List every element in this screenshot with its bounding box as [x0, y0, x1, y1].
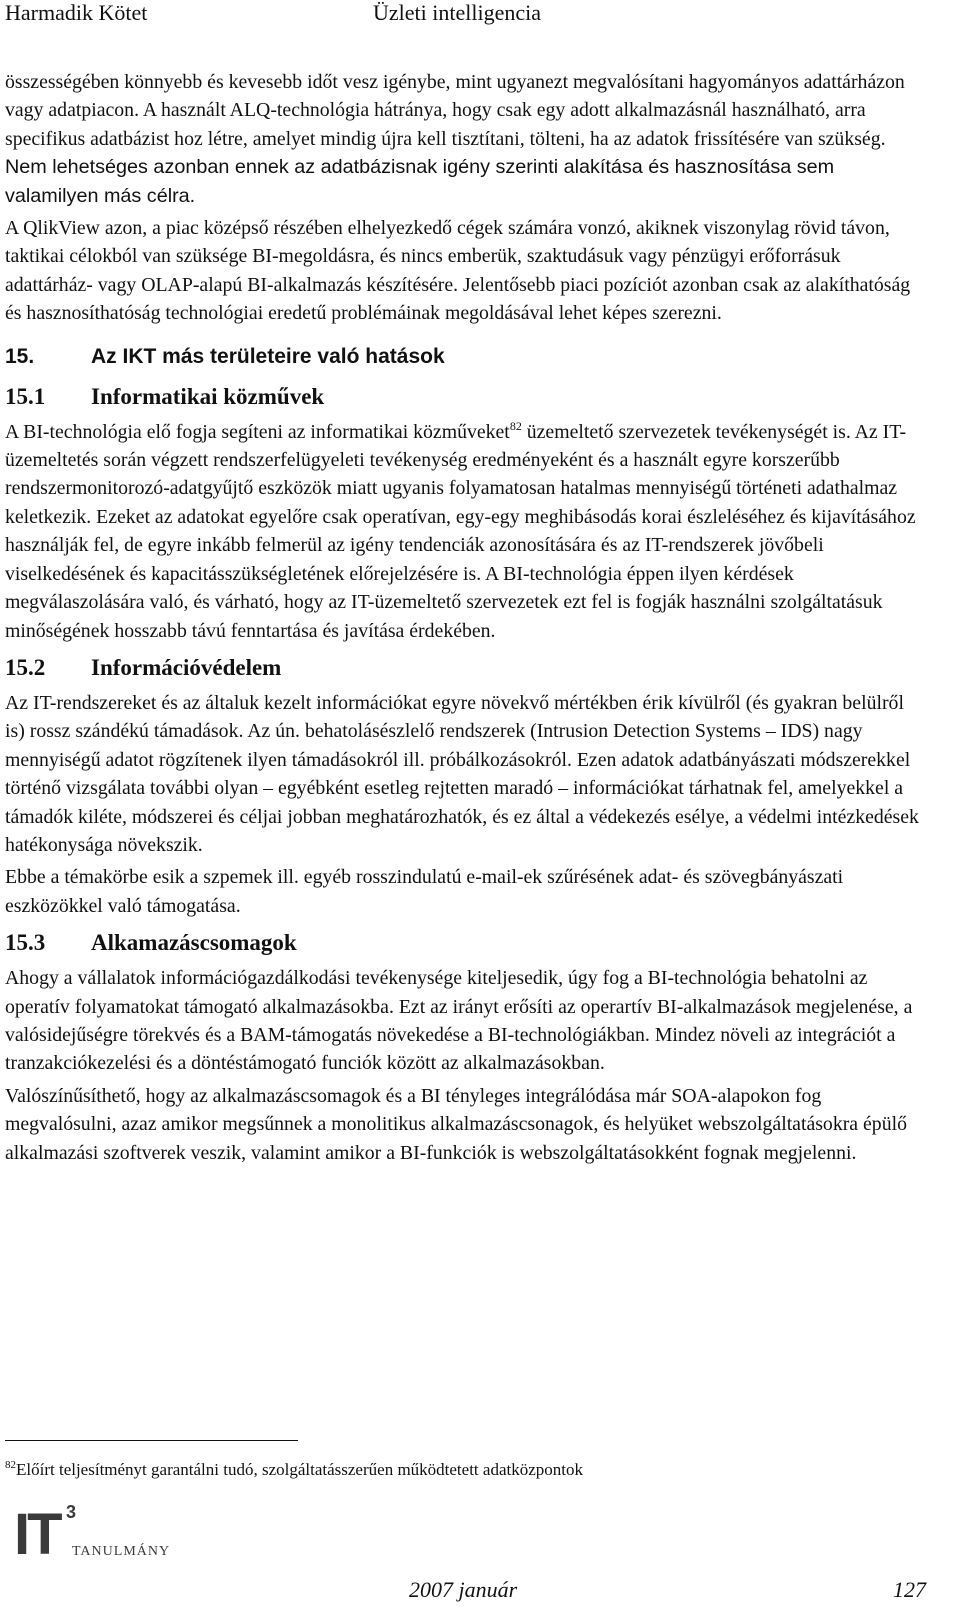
- paragraph-alq-sans: Nem lehetséges azonban ennek az adatbázisnak igény szerinti alakítása és hasznosítása sem valamilyen más célra.: [5, 156, 835, 207]
- logo-wordmark: TANULMÁNY: [72, 1544, 171, 1559]
- paragraph-text: üzemeltető szervezetek tevékenységét is. Az IT-üzemeltetés során végzett rendszerfelügyeleti tevékenység eredményeként és a használt egyre korszerűbb rendszermonitorozó-adatgyűjtő eszközök miatt ugyanis folyamatosan hatalmas mennyiségű történeti adathalmaz keletkezik. Ezeket az adatokat egyelőre csak operatívan, egy-egy meghibásodás korai észleléséhez és kijavításához használják fel, de egyre inkább felmerül az igény tendenciák azonosítására és az IT-rendszerek jövőbeli viselkedésének és kapacitásszükségletének előrejelzésére is. A BI-technológia éppen ilyen kérdések megválaszolására való, és várható, hogy az IT-üzemeltető szervezetek ezt fel is fogják használni szolgáltatásuk minőségének hosszabb távú fenntartása és javítása érdekében.: [5, 420, 916, 642]
- heading-section-15-1: [5, 380, 923, 414]
- it3-logo: [14, 1500, 171, 1584]
- heading-number: 15.: [5, 344, 35, 368]
- logo-superscript: 3: [66, 1502, 77, 1522]
- header-volume: Harmadik Kötet: [5, 0, 148, 25]
- heading-title: Információvédelem: [91, 654, 282, 680]
- heading-number: 15.3: [5, 930, 46, 956]
- paragraph-it-utilities: [5, 418, 923, 645]
- header-book-title: Üzleti intelligencia: [373, 0, 541, 25]
- heading-section-15-3: [5, 926, 923, 960]
- logo-mark: IT: [14, 1502, 60, 1567]
- paragraph-info-security: Az IT-rendszereket és az általuk kezelt információkat egyre növekvő mértékben érik kívülről (és gyakran belülről is) rossz szándékú támadások. Az ún. behatolásészlelő rendszerek (Intrusion Detection Systems – IDS) nagy mennyiségű adatot rögzítenek ilyen támadásokról ill. próbálkozásokról. Ezen adatok adatbányászati módszerekkel történő vizsgálata további olyan – egyébként esetleg rejtetten maradó – információkat tárhatnak fel, amelyekkel a támadók kiléte, módszerei és céljai jobban meghatározhatók, és ez által a védekezés esélye, a védelmi intézkedések hatékonysága növekszik.: [5, 691, 919, 856]
- footnote-ref[interactable]: 82: [509, 418, 522, 433]
- heading-number: 15.1: [5, 383, 46, 409]
- paragraph-spam: Ebbe a témakörbe esik a szpemek ill. egyéb rosszindulatú e-mail-ek szűrésének adat- és szövegbányászati eszközökkel való támogatása.: [5, 866, 844, 917]
- heading-title: Informatikai közművek: [91, 383, 325, 409]
- footer-date: 2007 január: [409, 1577, 518, 1602]
- footnote: [5, 1458, 583, 1482]
- footnote-text: Előírt teljesítményt garantálni tudó, szolgáltatásszerűen működtetett adatközpontok: [16, 1460, 583, 1479]
- heading-title: Alkamazáscsomagok: [91, 930, 297, 956]
- paragraph-soa: Valószínűsíthető, hogy az alkalmazáscsomagok és a BI tényleges integrálódása már SOA-alapokon fog megvalósulni, azaz amikor megsűnnek a monolitikus alkalmazáscsonagok, és helyüket webszolgáltatásokra épülő alkalmazási szoftverek veszik, valamint amikor a BI-funkciók is webszolgáltatásokként fognak megjelenni.: [5, 1084, 907, 1164]
- heading-section-15: [5, 340, 923, 374]
- paragraph-text: A BI-technológia elő fogja segíteni az informatikai közműveket: [5, 420, 510, 443]
- page-body: [5, 68, 923, 1167]
- paragraph-qlikview: A QlikView azon, a piac középső részében elhelyezkedő cégek számára vonzó, akiknek viszonylag rövid távon, taktikai célokból van szüksége BI-megoldásra, és nincs emberük, szaktudásuk vagy pénzügyi erőforrásuk adattárház- vagy OLAP-alapú BI-alkalmazás készítésére. Jelentősebb piaci pozíciót azonban csak az alakíthatóság és hasznosíthatóság technológiai eredetű problémáinak megoldásával lehet képes szerezni.: [5, 217, 911, 325]
- paragraph-alq: [5, 68, 923, 210]
- footnote-number: 82: [5, 1459, 16, 1471]
- paragraph-app-packages: Ahogy a vállalatok információgazdálkodási tevékenysége kiteljesedik, úgy fog a BI-technológia behatolni az operatív folyamatokat támogató alkalmazásokba. Ezt az irányt erősíti az operartív BI-alkalmazások megjelenése, a valósidejűségre törekvés és a BAM-támogatás növekedése a BI-technológiákban. Mindez növeli az integrációt a tranzakciókezelési és a döntéstámogató funciók között az alkalmazásokban.: [5, 967, 913, 1075]
- paragraph-alq-serif: összességében könnyebb és kevesebb időt vesz igénybe, mint ugyanezt megvalósítani hagyományos adattárházon vagy adatpiacon. A használt ALQ-technológia hátránya, hogy csak egy adott alkalmazásnál használható, arra specifikus adatbázist hoz létre, amelyet mindig újra kell tisztítani, tölteni, ha az adatok frissítésére van szükség.: [5, 71, 905, 150]
- footnote-divider: [5, 1440, 298, 1441]
- page-header: [0, 0, 960, 40]
- heading-title: Az IKT más területeire való hatások: [91, 344, 445, 368]
- page-number: 127: [893, 1577, 926, 1602]
- heading-number: 15.2: [5, 654, 46, 680]
- heading-section-15-2: [5, 651, 923, 685]
